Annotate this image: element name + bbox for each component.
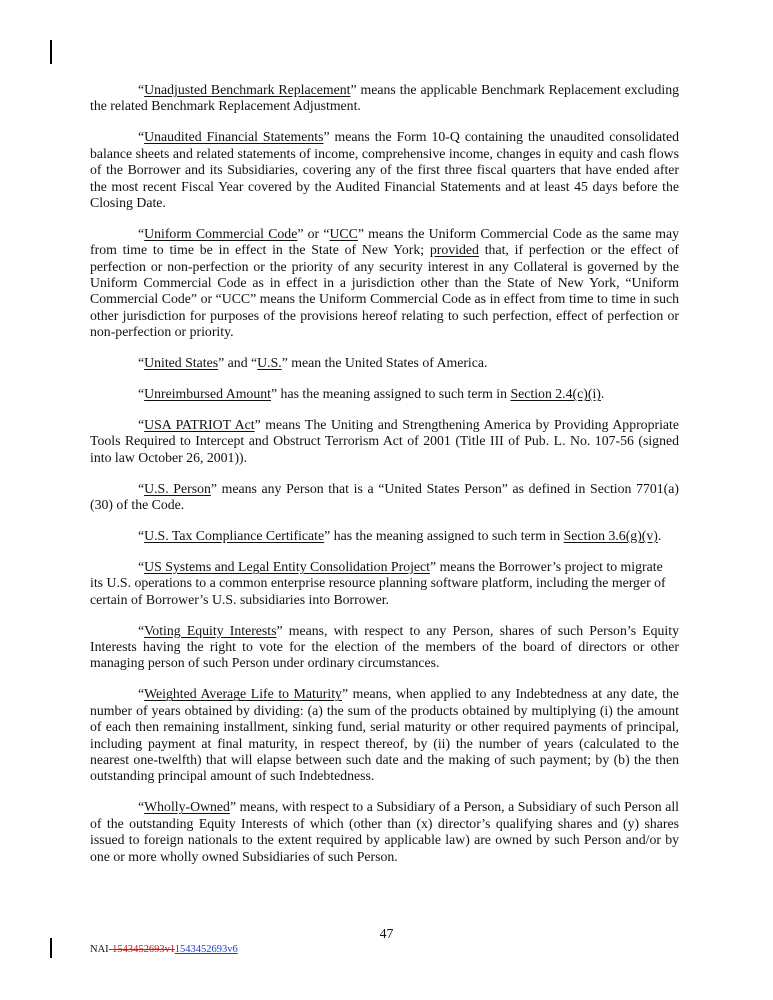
defined-term: Wholly-Owned bbox=[144, 799, 230, 815]
definition-united-states: “United States” and “U.S.” mean the United States of America. bbox=[138, 355, 488, 371]
section-reference: Section 2.4(c)(i) bbox=[510, 386, 601, 402]
defined-term: U.S. Tax Compliance Certificate bbox=[144, 528, 325, 544]
defined-term: U.S. Person bbox=[144, 480, 211, 496]
definition-wholly-owned: “Wholly-Owned” means, with respect to a Subsidiary of a Person, a Subsidiary of such Person all of the outstanding Equity Interests of which (other than (x) director’s qualifying shares and (y) shares issued to foreign nationals to the extent required by applicable law) are owned by such Person and/or by one or more wholly owned Subsidiaries of such Person. bbox=[90, 799, 679, 864]
defined-term: U.S. bbox=[257, 355, 282, 371]
change-bar-bottom bbox=[50, 938, 52, 958]
deleted-doc-id: 1543452693v1 bbox=[112, 944, 175, 955]
document-id-footer bbox=[90, 944, 238, 955]
defined-term: Unreimbursed Amount bbox=[144, 386, 271, 402]
definition-unreimbursed-amount: “Unreimbursed Amount” has the meaning assigned to such term in Section 2.4(c)(i). bbox=[138, 386, 605, 402]
defined-term: Weighted Average Life to Maturity bbox=[144, 686, 342, 702]
definition-unaudited-financial-statements: “Unaudited Financial Statements” means the Form 10-Q containing the unaudited consolidated balance sheets and related statements of income, comprehensive income, changes in equity and cash flows of the Borrower and its Subsidiaries, covering any of the first three fiscal quarters that have ended after the most recent Fiscal Year covered by the Audited Financial Statements and at least 45 days before the Closing Date. bbox=[90, 129, 679, 210]
defined-term: UCC bbox=[329, 225, 358, 241]
definition-weighted-average-life-to-maturity: “Weighted Average Life to Maturity” means, when applied to any Indebtedness at any date, the number of years obtained by dividing: (a) the sum of the products obtained by multiplying (i) the amount of each then remaining installment, sinking fund, serial maturity or other required payments of principal, including payment at final maturity, in respect thereof, by (ii) the number of years (calculated to the nearest one-twelfth) that will elapse between such date and the making of such payment; by (b) the then outstanding principal amount of such Indebtedness. bbox=[90, 686, 679, 784]
defined-term: USA PATRIOT Act bbox=[144, 417, 255, 432]
definition-us-tax-compliance-certificate: “U.S. Tax Compliance Certificate” has the meaning assigned to such term in Section 3.6(g)(v). bbox=[138, 528, 662, 544]
definition-unadjusted-benchmark-replacement: “Unadjusted Benchmark Replacement” means the applicable Benchmark Replacement excluding the related Benchmark Replacement Adjustment. bbox=[90, 82, 679, 114]
definition-us-systems-consolidation-project: “US Systems and Legal Entity Consolidation Project” means the Borrower’s project to migrate its U.S. operations to a common enterprise resource planning software platform, including the merger of certain of Borrower’s U.S. subsidiaries into Borrower. bbox=[90, 558, 666, 607]
defined-term: Uniform Commercial Code bbox=[144, 225, 298, 241]
section-reference: Section 3.6(g)(v) bbox=[563, 528, 658, 544]
doc-id-prefix: NAI- bbox=[90, 944, 113, 955]
page-number: 47 bbox=[379, 926, 394, 941]
definition-voting-equity-interests: “Voting Equity Interests” means, with respect to any Person, shares of such Person’s Equity Interests having the right to vote for the election of the members of the board of directors or other managing person of such Person under ordinary circumstances. bbox=[90, 622, 679, 671]
definitions-body bbox=[90, 82, 679, 879]
definition-uniform-commercial-code: “Uniform Commercial Code” or “UCC” means the Uniform Commercial Code as the same may from time to time be in effect in the State of New York; provided that, if perfection or the effect of perfection or non-perfection or the priority of any security interest in any Collateral is governed by the Uniform Commercial Code as in effect in a jurisdiction other than the State of New York, “Uniform Commercial Code” or “UCC” means the Uniform Commercial Code as in effect from time to time in such other jurisdiction for purposes of the provisions hereof relating to such perfection, effect of perfection or non-perfection or priority. bbox=[90, 225, 680, 340]
proviso-term: provided bbox=[429, 242, 479, 258]
definition-us-person: “U.S. Person” means any Person that is a “United States Person” as defined in Section 7701(a)(30) of the Code. bbox=[90, 480, 679, 513]
defined-term: Voting Equity Interests bbox=[144, 622, 277, 638]
definition-usa-patriot-act: “USA PATRIOT Act” means The Uniting and Strengthening America by Providing Appropriate Tools Required to Intercept and Obstruct Terrorism Act of 2001 (Title III of Pub. L. No. 107-56 (signed into law October 26, 2001)). bbox=[90, 417, 679, 465]
defined-term: Unaudited Financial Statements bbox=[144, 129, 324, 145]
defined-term: US Systems and Legal Entity Consolidation Project bbox=[144, 558, 431, 574]
defined-term: United States bbox=[144, 355, 219, 371]
defined-term: Unadjusted Benchmark Replacement bbox=[144, 82, 351, 97]
change-bar-top bbox=[50, 40, 52, 64]
inserted-doc-id: 1543452693v6 bbox=[174, 944, 238, 955]
